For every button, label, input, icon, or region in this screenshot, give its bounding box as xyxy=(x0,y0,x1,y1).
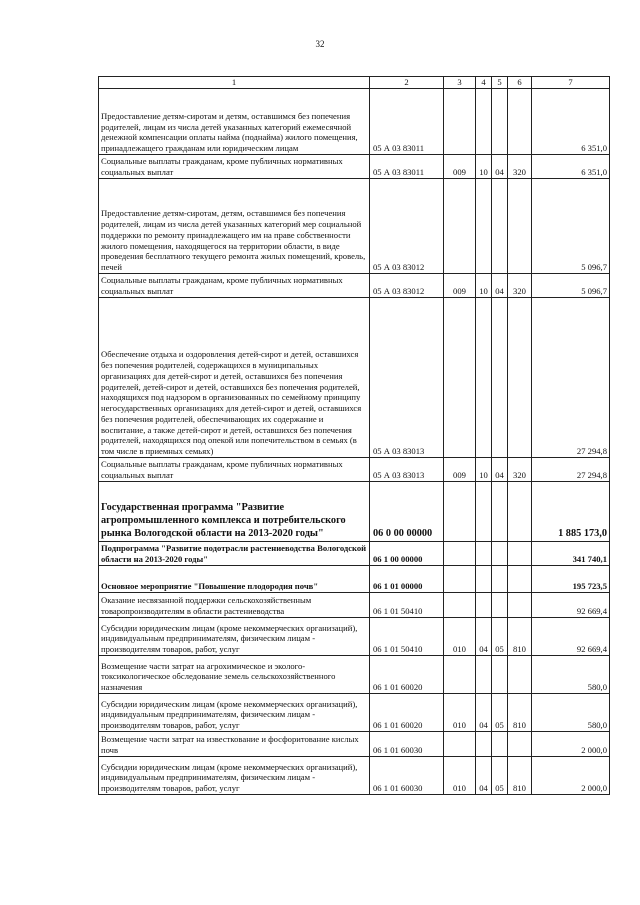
section-cell xyxy=(476,88,492,154)
target-code-cell: 05 А 03 83013 xyxy=(370,457,444,481)
expense-type-cell xyxy=(508,481,532,541)
table-row xyxy=(99,731,610,756)
target-code-cell: 05 А 03 83011 xyxy=(370,88,444,154)
subsection-cell: 04 xyxy=(492,154,508,178)
expense-name-cell: Обеспечение отдыха и оздоровления детей-сирот и детей, оставшихся без попечения родителей, содержащихся в муниципальных организациях для детей-сирот и детей, оставшихся без попечения родителей, детей-сирот и детей, оставшихся без попечения родителей, находящихся под надзором в организованных по семейному принципу негосударственных организациях для детей-сирот и детей, оставшихся без попечения родителей, обеспечивающих их содержание и воспитание, а также детей-сирот и детей, оставшихся без попечения родителей, находящихся под опекой или попечительством в семьях (в том числе в приемных семьях) xyxy=(99,297,370,457)
target-code-cell: 06 1 01 50410 xyxy=(370,617,444,655)
grbs-cell: 010 xyxy=(444,693,476,731)
target-code-cell: 06 1 01 50410 xyxy=(370,592,444,617)
subsection-cell: 04 xyxy=(492,457,508,481)
header-cell: 6 xyxy=(508,77,532,89)
subsection-cell xyxy=(492,655,508,693)
expense-type-cell xyxy=(508,565,532,592)
grbs-cell: 009 xyxy=(444,154,476,178)
expense-name-cell: Субсидии юридическим лицам (кроме некоммерческих организаций), индивидуальным предпринимателям, физическим лицам - производителям товаров, работ, услуг xyxy=(99,693,370,731)
grbs-cell: 009 xyxy=(444,457,476,481)
expense-name-cell: Возмещение части затрат на известкование и фосфоритование кислых почв xyxy=(99,731,370,756)
amount-cell: 2 000,0 xyxy=(532,731,610,756)
expense-type-cell: 320 xyxy=(508,273,532,297)
amount-cell: 5 096,7 xyxy=(532,178,610,273)
table-row xyxy=(99,481,610,541)
section-cell: 04 xyxy=(476,693,492,731)
amount-cell: 580,0 xyxy=(532,655,610,693)
grbs-cell xyxy=(444,565,476,592)
expense-type-cell xyxy=(508,178,532,273)
section-cell: 10 xyxy=(476,273,492,297)
subsection-cell xyxy=(492,88,508,154)
expense-type-cell: 320 xyxy=(508,154,532,178)
amount-cell: 341 740,1 xyxy=(532,541,610,565)
subsection-cell: 04 xyxy=(492,273,508,297)
page-number: 32 xyxy=(315,39,325,49)
table-row xyxy=(99,88,610,154)
target-code-cell: 05 А 03 83013 xyxy=(370,297,444,457)
section-cell: 04 xyxy=(476,756,492,794)
table-row xyxy=(99,693,610,731)
expense-name-cell: Предоставление детям-сиротам и детям, оставшимся без попечения родителей, лицам из числа детей указанных категорий ежемесячной денежной компенсации оплаты найма (поднайма) жилого помещения, принадлежащего гражданам или юридическим лицам xyxy=(99,88,370,154)
expense-name-cell: Субсидии юридическим лицам (кроме некоммерческих организаций), индивидуальным предпринимателям, физическим лицам - производителям товаров, работ, услуг xyxy=(99,617,370,655)
table-header-row xyxy=(99,77,610,89)
amount-cell: 2 000,0 xyxy=(532,756,610,794)
expense-name-cell: Государственная программа "Развитие агропромышленного комплекса и потребительского рынка Вологодской области на 2013-2020 годы" xyxy=(99,481,370,541)
subsection-cell xyxy=(492,541,508,565)
grbs-cell xyxy=(444,541,476,565)
expense-type-cell xyxy=(508,655,532,693)
header-cell: 2 xyxy=(370,77,444,89)
amount-cell: 1 885 173,0 xyxy=(532,481,610,541)
expense-type-cell xyxy=(508,88,532,154)
section-cell xyxy=(476,655,492,693)
expense-name-cell: Предоставление детям-сиротам, детям, оставшимся без попечения родителей, лицам из числа детей указанных категорий мер социальной поддержки по ремонту принадлежащего им на праве собственности жилого помещения, находящегося на территории области, в виде проведения бесплатного текущего ремонта жилых помещений, кровель, печей xyxy=(99,178,370,273)
section-cell: 10 xyxy=(476,457,492,481)
target-code-cell: 06 1 01 00000 xyxy=(370,565,444,592)
target-code-cell: 06 1 01 60020 xyxy=(370,655,444,693)
expense-type-cell xyxy=(508,297,532,457)
expense-type-cell: 320 xyxy=(508,457,532,481)
table-row xyxy=(99,154,610,178)
amount-cell: 27 294,8 xyxy=(532,457,610,481)
expense-name-cell: Социальные выплаты гражданам, кроме публичных нормативных социальных выплат xyxy=(99,457,370,481)
expense-type-cell xyxy=(508,541,532,565)
amount-cell: 92 669,4 xyxy=(532,592,610,617)
table-row xyxy=(99,617,610,655)
subsection-cell xyxy=(492,731,508,756)
expense-type-cell: 810 xyxy=(508,756,532,794)
expense-name-cell: Субсидии юридическим лицам (кроме некоммерческих организаций), индивидуальным предпринимателям, физическим лицам - производителям товаров, работ, услуг xyxy=(99,756,370,794)
section-cell xyxy=(476,592,492,617)
target-code-cell: 05 А 03 83012 xyxy=(370,178,444,273)
header-cell: 1 xyxy=(99,77,370,89)
amount-cell: 92 669,4 xyxy=(532,617,610,655)
grbs-cell xyxy=(444,297,476,457)
section-cell xyxy=(476,731,492,756)
expense-name-cell: Оказание несвязанной поддержки сельскохозяйственным товаропроизводителям в области растениеводства xyxy=(99,592,370,617)
target-code-cell: 05 А 03 83011 xyxy=(370,154,444,178)
expense-name-cell: Возмещение части затрат на агрохимическое и эколого-токсикологическое обследование земель сельскохозяйственного назначения xyxy=(99,655,370,693)
header-cell: 5 xyxy=(492,77,508,89)
budget-table xyxy=(98,76,610,795)
table-row xyxy=(99,565,610,592)
header-cell: 3 xyxy=(444,77,476,89)
expense-name-cell: Социальные выплаты гражданам, кроме публичных нормативных социальных выплат xyxy=(99,154,370,178)
target-code-cell: 06 1 01 60030 xyxy=(370,731,444,756)
grbs-cell: 010 xyxy=(444,617,476,655)
target-code-cell: 06 0 00 00000 xyxy=(370,481,444,541)
table-row xyxy=(99,655,610,693)
expense-name-cell: Социальные выплаты гражданам, кроме публичных нормативных социальных выплат xyxy=(99,273,370,297)
section-cell: 04 xyxy=(476,617,492,655)
subsection-cell xyxy=(492,297,508,457)
amount-cell: 5 096,7 xyxy=(532,273,610,297)
target-code-cell: 05 А 03 83012 xyxy=(370,273,444,297)
amount-cell: 27 294,8 xyxy=(532,297,610,457)
grbs-cell: 010 xyxy=(444,756,476,794)
amount-cell: 6 351,0 xyxy=(532,88,610,154)
grbs-cell xyxy=(444,481,476,541)
table-row xyxy=(99,457,610,481)
section-cell xyxy=(476,297,492,457)
expense-type-cell: 810 xyxy=(508,693,532,731)
table-row xyxy=(99,592,610,617)
subsection-cell: 05 xyxy=(492,617,508,655)
expense-type-cell xyxy=(508,592,532,617)
grbs-cell xyxy=(444,731,476,756)
amount-cell: 195 723,5 xyxy=(532,565,610,592)
table-row xyxy=(99,297,610,457)
table-row xyxy=(99,178,610,273)
expense-type-cell xyxy=(508,731,532,756)
grbs-cell xyxy=(444,178,476,273)
table-row xyxy=(99,541,610,565)
expense-name-cell: Основное мероприятие "Повышение плодородия почв" xyxy=(99,565,370,592)
header-cell: 7 xyxy=(532,77,610,89)
section-cell xyxy=(476,565,492,592)
header-cell: 4 xyxy=(476,77,492,89)
subsection-cell xyxy=(492,178,508,273)
subsection-cell: 05 xyxy=(492,756,508,794)
grbs-cell xyxy=(444,655,476,693)
target-code-cell: 06 1 00 00000 xyxy=(370,541,444,565)
table-row xyxy=(99,756,610,794)
target-code-cell: 06 1 01 60020 xyxy=(370,693,444,731)
section-cell xyxy=(476,481,492,541)
grbs-cell: 009 xyxy=(444,273,476,297)
subsection-cell xyxy=(492,481,508,541)
subsection-cell: 05 xyxy=(492,693,508,731)
amount-cell: 580,0 xyxy=(532,693,610,731)
section-cell: 10 xyxy=(476,154,492,178)
expense-type-cell: 810 xyxy=(508,617,532,655)
expense-name-cell: Подпрограмма "Развитие подотрасли растениеводства Вологодской области на 2013-2020 годы" xyxy=(99,541,370,565)
amount-cell: 6 351,0 xyxy=(532,154,610,178)
grbs-cell xyxy=(444,88,476,154)
grbs-cell xyxy=(444,592,476,617)
section-cell xyxy=(476,541,492,565)
table-row xyxy=(99,273,610,297)
section-cell xyxy=(476,178,492,273)
subsection-cell xyxy=(492,592,508,617)
subsection-cell xyxy=(492,565,508,592)
target-code-cell: 06 1 01 60030 xyxy=(370,756,444,794)
